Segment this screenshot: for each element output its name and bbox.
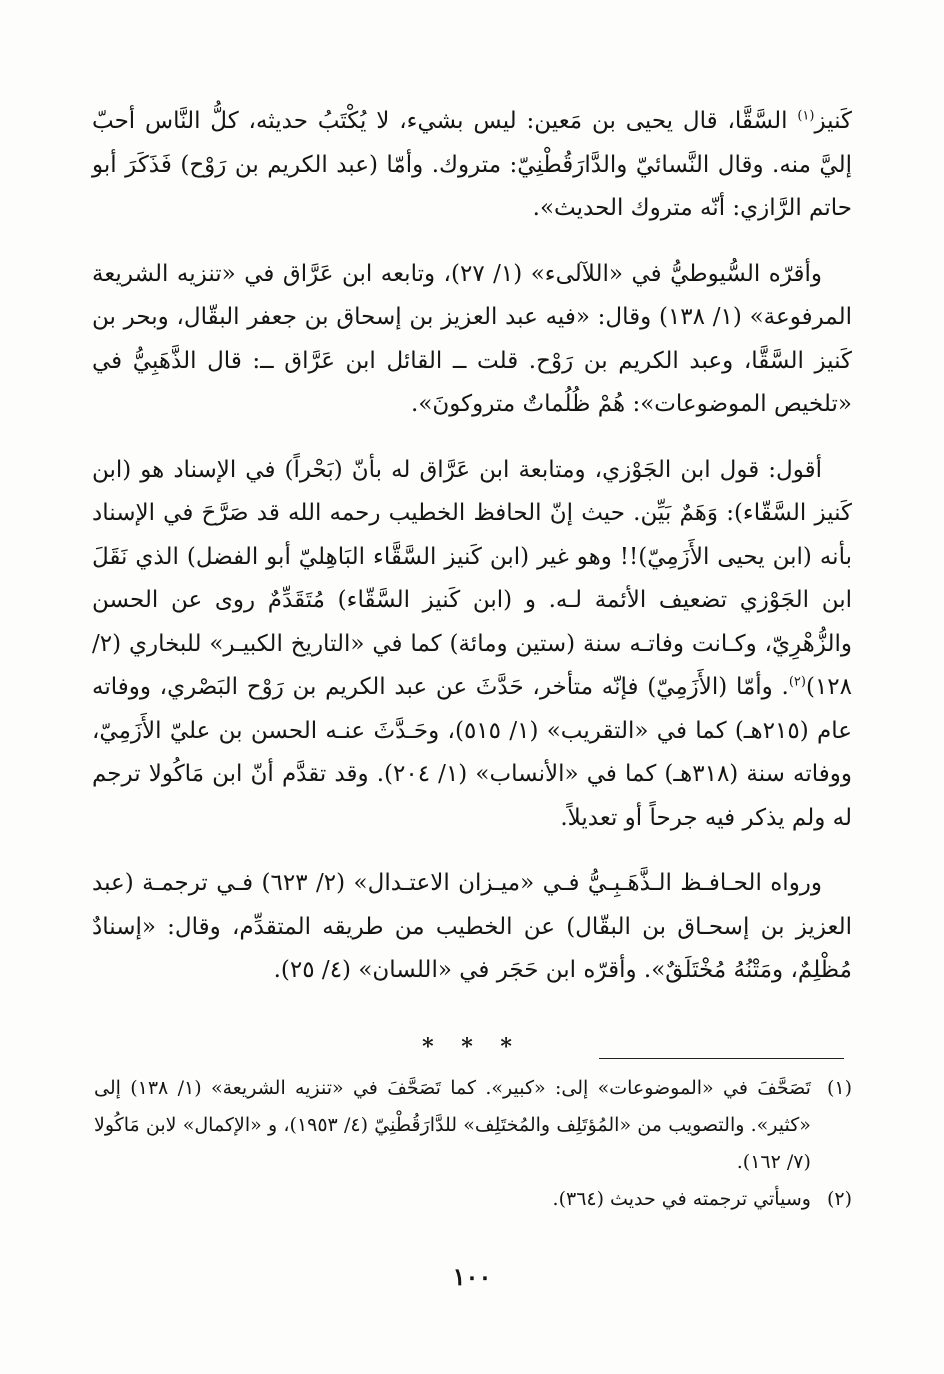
page-number: ١٠٠ (452, 1262, 492, 1291)
paragraph-2 (92, 253, 852, 427)
main-text (92, 100, 852, 1015)
footnotes (94, 1070, 852, 1218)
paragraph-2-text: وأقرّه السُّيوطيُّ في «اللآلىء» (١/ ٢٧)، وتابعه ابن عَرَّاق في «تنزيه الشريعة المرفوعة» (١/ ١٣٨) وقال: «فيه عبد العزيز بن إسحاق بن جعفر البقّال، وبحر بن كَنيز السَّقَّا، وعبد الكريم بن رَوْح. قلت ــ القائل ابن عَرَّاق ــ: قال الذَّهَبِيُّ في «تلخيص الموضوعات»: هُمْ ظُلُماتٌ متروكونَ». (92, 260, 852, 417)
paragraph-3-text: أقول: قول ابن الجَوْزي، ومتابعة ابن عَرَّاق له بأنّ (بَحْراً) في الإسناد هو (ابن كَنيز السَّقّاء): وَهَمٌ بَيِّن. حيث إنّ الحافظ الخطيب رحمه الله قد صَرَّحَ في الإسناد بأنه (ابن يحيى الأَزَمِيّ)!! وهو غير (ابن كَنيز السَّقَّاء البَاهِليّ أبو الفضل) الذي نَقَلَ ابن الجَوْزي تضعيف الأئمة لـه. و (ابن كَنيز السَّقّاء) مُتَقَدِّمٌ روى عن الحسن والزُّهْرِيّ، وكـانت وفاتـه سنة (ستين ومائة) كما في «التاريخ الكبيـر» للبخاري (٢/ ١٢٨)$^{(٢)}$. وأمّا (الأَزَمِيّ) فإنّه متأخر، حَدَّثَ عن عبد الكريم بن رَوْح البَصْري، ووفاته عام (٢١٥هـ) كما في «التقريب» (١/ ٥١٥)، وحَـدَّثَ عنـه الحسن بن عليّ الأَزَمِيّ، ووفاته سنة (٣١٨هـ) كما في «الأنساب» (١/ ٢٠٤). وقد تقدَّم أنّ ابن مَاكُولا ترجم له ولم يذكر فيه جرحاً أو تعديلاً. (92, 456, 852, 831)
footnote-2 (94, 1181, 852, 1218)
section-separator: * * * (422, 1034, 522, 1060)
paragraph-3 (92, 449, 852, 841)
footnote-2-number: (٢) (826, 1188, 852, 1210)
footnote-rule (599, 1058, 844, 1059)
footnote-1-number: (١) (826, 1077, 852, 1099)
footnote-2-text: وسيأتي ترجمته في حديث (٣٦٤). (552, 1188, 811, 1210)
paragraph-1 (92, 100, 852, 231)
footnote-1 (94, 1070, 852, 1181)
paragraph-4 (92, 862, 852, 993)
footnote-marker-2-inline: (٢) (788, 674, 806, 690)
footnote-1-text: تَصَحَّفَ في «الموضوعات» إلى: «كبير». كما تَصَحَّفَ في «تنزيه الشريعة» (١/ ١٣٨) إلى «كثير». والتصويب من «المُؤتَلِف والمُختَلِف» للدَّارَقُطْنِيّ (٤/ ١٩٥٣)، و «الإكمال» لابن مَاكُولا (٧/ ١٦٢). (94, 1077, 811, 1173)
paragraph-1-text: كَنيز$^{(١)}$ السَّقَّا، قال يحيى بن مَعين: ليس بشيء، لا يُكْتَبُ حديثه، كلُّ النَّاس أحبّ إليَّ منه. وقال النَّسائيّ والدَّارَقُطْنِيّ: متروك. وأمّا (عبد الكريم بن رَوْح) فَذَكَرَ أبو حاتم الرَّازي: أنّه متروك الحديث». (92, 108, 852, 221)
paragraph-4-text: ورواه الحـافـظ الـذَّهَـبِـيُّ فـي «ميـزان الاعتـدال» (٢/ ٦٢٣) فـي ترجمـة (عبد العزيز بن إسحـاق بن البقّال) عن الخطيب من طريقه المتقدِّم، وقال: «إسنادٌ مُظْلِمٌ، ومَتْنُهُ مُخْتَلَقٌ». وأقرّه ابن حَجَر في «اللسان» (٤/ ٢٥). (92, 870, 852, 983)
footnote-marker-1-inline: (١) (797, 108, 815, 124)
